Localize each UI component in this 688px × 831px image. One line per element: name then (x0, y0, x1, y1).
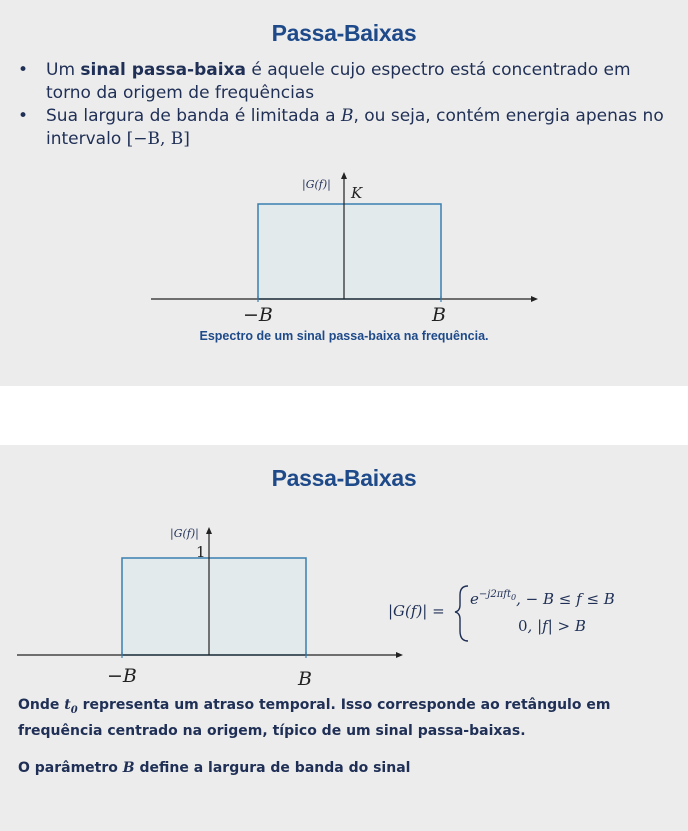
explanation-paragraph (18, 695, 618, 742)
frequency-axis-arrow (396, 652, 403, 658)
equation-case2: 0, |f| > B (518, 617, 586, 635)
magnitude-axis-arrow (341, 172, 347, 179)
slide-1 (0, 0, 688, 386)
paragraph-text: O parâmetro (18, 760, 123, 776)
tick-label-right: B (298, 668, 312, 690)
height-label: K (351, 184, 363, 202)
paragraph-text: Onde (18, 697, 65, 713)
slide-2 (0, 445, 688, 831)
spectrum-rectangle (258, 204, 441, 299)
bullet-bold-text: sinal passa-baixa (80, 60, 246, 80)
math-variable: B (340, 106, 354, 126)
tick-label-left: −B (243, 304, 273, 326)
paragraph-text: representa um atraso temporal. Isso corresponde ao retângulo em frequência centrado na origem, típico de um sinal passa-baixas. (18, 697, 611, 739)
math-variable: $t_0$ (64, 697, 78, 716)
bullet-text: Um (46, 60, 81, 80)
tick-label-left: −B (107, 665, 137, 687)
parameter-paragraph (18, 758, 618, 779)
math-variable: B (122, 760, 135, 776)
tick-label-right: B (432, 304, 446, 326)
math-interval: [−B, B] (126, 129, 190, 149)
magnitude-axis-arrow (206, 527, 212, 534)
slide-title: Passa-Baixas (271, 465, 417, 491)
frequency-axis-arrow (531, 296, 538, 302)
spectrum-rectangle (122, 558, 306, 655)
bullet-text: Sua largura de banda é limitada a (46, 106, 341, 126)
slide-title: Passa-Baixas (271, 20, 417, 46)
paragraph-text: define a largura de banda do sinal (134, 760, 411, 776)
height-label: 1 (196, 543, 206, 561)
equation-brace (455, 586, 468, 641)
equation-case1: $e^{-j2\pi ft}_0$, − B ≤ f ≤ B (470, 589, 615, 608)
figure-caption: Espectro de um sinal passa-baixa na frequência. (199, 329, 489, 343)
y-axis-label: |G(f)| (302, 178, 331, 191)
bullet-text: , ou seja, contém energia apenas no intervalo (46, 106, 664, 149)
bullet-text: é aquele cujo espectro está concentrado em torno da origem de frequências (46, 60, 631, 103)
y-axis-label: |G(f)| (170, 527, 199, 540)
equation-lhs: |G(f)| = (388, 602, 445, 620)
